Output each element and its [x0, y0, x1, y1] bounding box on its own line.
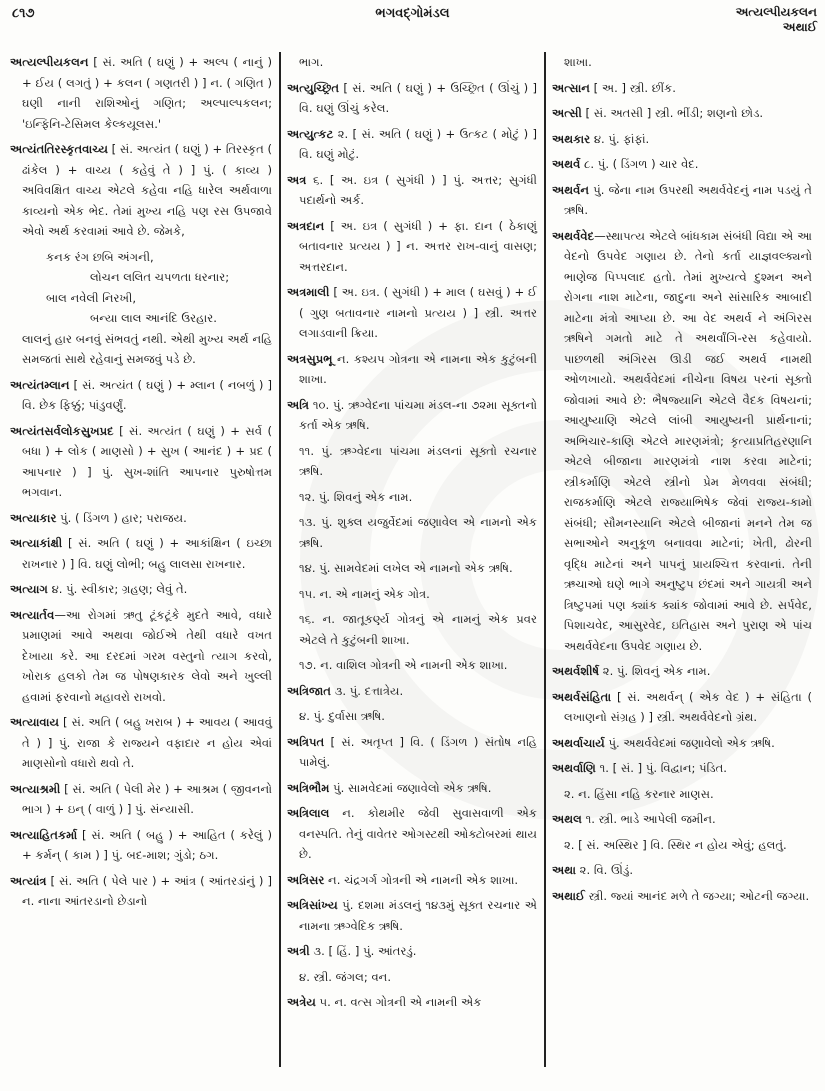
verse-block	[10, 247, 272, 329]
definition: ન. કશ્યપ ગોત્રના એ નામના એક કુટુંબની શાખા.	[299, 351, 537, 386]
dictionary-entry	[552, 661, 812, 682]
definition: ન. ચંદ્રગર્ગ ગોત્રની એ નામની એક શાખા.	[324, 872, 519, 887]
definition: ૩. પું. દત્તાત્રેય.	[331, 683, 404, 698]
headword: અત્યલ્પીયકલન	[10, 55, 89, 69]
headword: અથર્વ	[552, 157, 581, 171]
headword: અત્રિપત	[287, 734, 325, 749]
dictionary-entry	[287, 282, 537, 344]
dictionary-entry	[287, 895, 537, 936]
headword: અત્યુચ્છ્રિત	[287, 80, 340, 95]
sub-sense: ૨. [ સં. અસ્થિર ] વિ. સ્થિર ન હોય એવું; હલતું.	[564, 837, 787, 852]
dictionary-entry	[10, 375, 272, 416]
dictionary-entry	[287, 941, 537, 962]
sub-sense: ૪. સ્ત્રી. જંગલ; વન.	[299, 969, 391, 984]
definition: ૪. પું. સ્વીકાર; ગ્રહણ; લેવું તે.	[47, 582, 188, 596]
dictionary-entry	[552, 154, 812, 175]
definition: ૨. પું. શિવનું એક નામ.	[599, 664, 711, 678]
dictionary-entry	[10, 421, 272, 503]
definition: —આ રોગમાં ઋતુ ટૂંકટૂંકે મુદતે આવે, વધારે પ્રમાણમાં આવે અથવા જોઈએ તેથી વધારે વખત દેખાયા કરે. આ દરદમાં ગરમ વસ્તુનો ત્યાગ કરવો, ખોરાક હલકો તેમ જ પોષણકારક લેવો અને ખુલ્લી હવામાં ફરવાનો મહાવરો રાખવો.	[22, 607, 272, 704]
headword: અત્રદાન	[287, 218, 325, 233]
definition: ન. કોથમીર જેવી સુવાસવાળી એક વનસ્પતિ. તેનું વાવેતર ઓગસ્ટથી ઓક્ટોબરમાં થાય છે.	[299, 806, 537, 861]
dictionary-entry	[552, 886, 812, 907]
sub-sense: ૧૫. ન. એ નામનું એક ગોત્ર.	[299, 586, 430, 601]
column-divider-1	[279, 52, 281, 1067]
dictionary-entry	[287, 681, 537, 702]
headword: અત્રિ	[287, 397, 309, 412]
definition: [ સં. અતિ ( ઘણું ) + આકાંક્ષિન ( ઇચ્છા રાખનાર ) ] વિ. ઘણું લોભી; બહુ લાલસા રાખનાર.	[22, 536, 272, 571]
definition: [ સં. અતિ ( ઘણું ) + અલ્પ ( નાનું ) + ઈય ( લગતું ) + કલન ( ગણતરી ) ] ન. ( ગણિત ) ઘણી નાની રાશિઓનું ગણિત; અલ્પાલ્પકલન; 'ઇન્ફિનિ-ટેસિમલ કેલ્કયૂલસ.'	[22, 55, 272, 131]
headword: અથા	[552, 863, 576, 877]
guide-word-first: અત્યલ્પીયકલન	[735, 5, 817, 19]
headword: અત્રિસર	[287, 872, 325, 887]
definition: ૬. [ અ. ઇત્ર ( સુગંધી ) ] પું. અત્તર; સુગંધી પદાર્થનો અર્ક.	[299, 172, 537, 207]
dictionary-entry	[287, 395, 537, 436]
dictionary-entry	[287, 803, 537, 865]
definition: [ અ. ] સ્ત્રી. છીંક.	[589, 80, 676, 95]
definition: પું. દશમા મંડલનું ૧૪૩મું સૂક્ત રચનાર એ નામના ઋગ્વેદિક ઋષિ.	[299, 898, 537, 933]
dictionary-entry	[10, 508, 272, 529]
headword: અત્સાન	[552, 80, 590, 95]
definition: પું. સામવેદમાં જણાવેલો એક ઋષિ.	[329, 780, 492, 795]
definition: [ સં. અતિ ( પેલે પાર ) + આંત્ર ( આંતરડાંનું ) ] ન. નાના આંતરડાનો છેડાનો	[22, 873, 272, 908]
sub-sense: ૧૪. પું. સામવેદમાં લખેલ એ નામનો એક ઋષિ.	[299, 561, 513, 575]
definition: [ સં. અતિ ( બહુ ) + આહિત ( કરેલું ) + કર્મન્ ( કામ ) ] પું. બદ-માશ; ગુંડો; ઠગ.	[22, 827, 272, 862]
headword: અત્રિભૌમ	[287, 780, 330, 795]
headword: અથર્વાચાર્ય	[552, 735, 605, 750]
definition: ૮. પું. ( ડિંગળ ) ચાર વેદ.	[580, 157, 699, 171]
headword: અત્યાહિતકર્મા	[10, 827, 78, 842]
definition: ૫. ન. વત્સ ગોત્રની એ નામની એક	[315, 995, 482, 1009]
headword: અત્યાંત્ર	[10, 873, 47, 888]
headword: અત્રી	[287, 944, 310, 958]
running-title: ભગવદ્ગોમંડલ	[375, 6, 450, 21]
headword: અત્રેય	[287, 995, 316, 1009]
definition: [ સં. અથર્વન્ ( એક વેદ ) + સંહિતા ( લખાણનો સંગ્રહ ) ] સ્ત્રી. અથર્વવેદનો ગ્રંથ.	[564, 689, 812, 724]
definition: ૨. [ સં. અતિ ( ઘણું ) + ઉત્કટ ( મોટું ) ] વિ. ઘણું મોટું.	[299, 126, 537, 161]
dictionary-entry	[287, 992, 537, 1013]
sub-sense: ૧૬. ન. જાતૂકર્ણ્ય ગોત્રનું એ નામનું એક પ્રવર એટલે તે કુટુંબની શાખા.	[299, 612, 537, 647]
sub-sense: ૧૧. પું. ઋગ્વેદના પાંચમા મંડલનાં સૂક્તો રચનાર ઋષિ.	[299, 443, 537, 478]
dictionary-entry	[10, 779, 272, 820]
column-3	[552, 52, 812, 1067]
headword: અથર્વન	[552, 182, 589, 197]
dictionary-entry	[552, 758, 812, 779]
headword: અત્યાર્તવ	[10, 607, 55, 622]
headword: અથાઈ	[552, 888, 585, 903]
definition: ૪. પું. ફાંફાં.	[590, 131, 650, 146]
dictionary-entry	[287, 870, 537, 891]
definition: [ અ. ઇત્ર. ( સુગંધી ) + માલ ( ઘસવું ) + ઈ ( ગુણ બતાવનાર નામનો પ્રત્યય ) ] સ્ત્રી. અત્તર લગાડવાની ક્રિયા.	[299, 285, 537, 340]
definition: સ્ત્રી. જ્યાં આનંદ મળે તે જગ્યા; ઓટની જગ્યા.	[584, 888, 810, 903]
headword: અત્રમાલી	[287, 285, 330, 299]
headword: અત્યાવાય	[10, 715, 59, 729]
headword: અત્યંતસર્વલોકસુખપ્રદ	[10, 423, 114, 438]
entry-continuation: ભાગ.	[299, 55, 324, 69]
column-2	[287, 52, 537, 1067]
entry-continuation: લાલનું હાર બનવું સંભવતું નથી. એથી મુખ્ય અર્થ નહિ સમજતાં સાથે રહેવાનું સમજવું પડે છે.	[22, 331, 272, 366]
headword: અથર્વાણિ	[552, 761, 596, 775]
dictionary-entry	[552, 687, 812, 728]
definition: પું. જેના નામ ઉપરથી અથર્વવેદનું નામ પડયું તે ઋષિ.	[564, 182, 812, 217]
headword: અત્યંતતિરસ્કૃતવાચ્ય	[10, 142, 108, 156]
dictionary-entry	[10, 605, 272, 708]
page-number: ૮૧૭	[12, 6, 35, 21]
column-1	[10, 52, 272, 1067]
dictionary-entry	[552, 78, 812, 99]
headword: અત્યુત્કટ	[287, 126, 334, 141]
dictionary-entry	[287, 78, 537, 119]
definition: [ સં. અતિ ( ઘણું ) + ઉચ્છ્રિત ( ઊંચું ) ] વિ. ઘણું ઊંચું કરેલ.	[299, 80, 537, 115]
definition: [ સં. અતસી ] સ્ત્રી. ભીંડી; શણનો છોડ.	[581, 106, 764, 120]
dictionary-entry	[287, 349, 537, 390]
definition: [ અ. ઇત્ર ( સુગંધી ) + ફા. દાન ( ઠેકાણું બતાવનાર પ્રત્યય ) ] ન. અત્તર રાખ-વાનું વાસણ; અત્તરદાન.	[299, 218, 537, 274]
definition: પું. અથર્વવેદમાં જણાવેલો એક ઋષિ.	[604, 735, 775, 750]
definition: [ સં. અત્યંત ( ઘણું ) + મ્લાન ( નબળું ) ] વિ. છેક ફિક્કું; પાંડુવર્ણું.	[22, 377, 272, 412]
guide-word-last: અથાઈ	[782, 20, 817, 34]
verse-line: લોચન લલિત ચપળતા ધરનાર;	[90, 270, 230, 284]
headword: અત્યાગ	[10, 582, 48, 596]
dictionary-entry	[287, 216, 537, 278]
definition: ૧. [ સં. ] પું. વિદ્વાન; પંડિત.	[595, 761, 727, 775]
definition: ૧. સ્ત્રી. ભાડે આપેલી જમીન.	[581, 812, 716, 826]
dictionary-entry	[10, 825, 272, 866]
dictionary-entry	[552, 226, 812, 657]
page-header	[0, 0, 825, 50]
headword: અત્સી	[552, 106, 582, 120]
headword: અત્ર	[287, 172, 307, 187]
dictionary-entry	[10, 712, 272, 774]
dictionary-entry	[287, 732, 537, 773]
headword: અત્રિલાલ	[287, 806, 330, 820]
headword: અત્રિસાંખ્ય	[287, 898, 338, 912]
headword: અથર્વસંહિતા	[552, 689, 612, 704]
dictionary-entry	[10, 139, 272, 242]
definition: ૨. વિ. ઊંડું.	[575, 863, 634, 877]
headword: અત્યાકાર	[10, 510, 57, 525]
dictionary-entry	[552, 733, 812, 754]
definition: [ સં. અતિ ( પેલી મેર ) + આશ્રમ ( જીવનનો ભાગ ) + ઇન્ ( વાળું ) ] પું. સંન્યાસી.	[22, 781, 272, 816]
dictionary-entry	[287, 170, 537, 211]
entry-continuation: શાખા.	[564, 55, 592, 69]
definition: પું. ( ડિંગળ ) હાર; પરાજય.	[56, 510, 187, 525]
headword: અત્રિજાત	[287, 683, 331, 698]
headword: અથર્વવેદ	[552, 228, 595, 243]
definition: [ સં. અતિ ( બહુ ખરાબ ) + આવય ( આવવું તે ) ] પું. રાજા કે રાજ્યને વફાદાર ન હોય એવાં માણસોનો વધારો થવો તે.	[22, 715, 272, 770]
definition: —સ્થાપત્ય એટલે બાંધકામ સંબંધી વિદ્યા એ આ વેદનો ઉપવેદ ગણાય છે. તેનો કર્તા યાજ્ઞવલ્ક્યનો ભાણેજ પિપ્પલાદ હતો. તેમાં મુખ્યત્વે દુશ્મન અને રોગના નાશ માટેના, જાદુના અને સાંસારિક આબાદી માટેના મંત્રો આપ્યા છે. આ વેદ અથર્વ ને અંગિરસ ઋષિને ગમતો માટે તે અથર્વાંગિ-રસ કહેવાયો. પાછળથી અંગિરસ ઊડી જઈ અથર્વ નામથી ઓળખાયો. અથર્વવેદમાં નીચેના વિષય પરનાં સૂક્તો જોવામાં આવે છે: ભૈષજ્યાનિ એટલે વૈદક વિષયનાં; આયુષ્યાણિ એટલે લાંબી આયુષ્યની પ્રાર્થનાનાં; અભિચાર-કાણિ એટલે મારણમંત્રો; કૃત્યાપ્રતિહરણાનિ એટલે બીજાના મારણમંત્રો નાશ કરવા માટેનાં; સ્ત્રીકર્માણિ એટલે સ્ત્રીનો પ્રેમ મેળવવા સંબંધી; રાજકર્માણિ એટલે રાજ્યાભિષેક જેવાં રાજ્ય-કામો સંબંધી; સૌમનસ્યાનિ એટલે બીજાનાં મનને તેમ જ સભાઓને અનુકૂળ બનાવવા માટેનાં; ખેતી, ઢોરની વૃદ્ધિ માટેનાં અને પાપનું પ્રાયશ્ચિત્ત કરવાનાં. તેની ઋચાઓ ઘણે ભાગે અનુષ્ટુપ છંદમાં અને ગાયત્રી અને ત્રિષ્ટુપમાં પણ ક્યાંક ક્યાંક જોવામાં આવે છે. સર્પવેદ, પિશાચવેદ, આસુરવેદ, ઇતિહાસ અને પુરાણ એ પાંચ અથર્વવેદના ઉપવેદ ગણાય છે.	[564, 228, 812, 653]
dictionary-entry	[10, 579, 272, 600]
verse-line: કનક રંગ છબિ અંગની,	[46, 249, 154, 264]
sub-sense: ૪. પું. દુર્વાસા ઋષિ.	[299, 709, 385, 723]
verse-line: બાલ નવેલી નિરખી,	[46, 290, 137, 305]
headword: અથકાર	[552, 131, 591, 146]
dictionary-entry	[10, 871, 272, 912]
sub-sense: ૧૨. પું. શિવનું એક નામ.	[299, 489, 413, 504]
dictionary-entry	[552, 860, 812, 881]
guide-words	[736, 5, 817, 35]
definition: ૩. [ હિં. ] પું. આંતરડું.	[309, 944, 417, 958]
dictionary-entry	[552, 103, 812, 124]
dictionary-entry	[287, 778, 537, 799]
definition: ૧૦. પું. ઋગ્વેદના પાંચમા મંડલ-ના ૭૨મા સૂક્તનો કર્તા એક ઋષિ.	[299, 397, 537, 432]
headword: અત્યાશ્રમી	[10, 781, 61, 796]
dictionary-entry	[10, 533, 272, 574]
sub-sense: ૧૭. ન. વાશિલ ગોત્રની એ નામની એક શાખા.	[299, 658, 508, 672]
dictionary-entry	[552, 129, 812, 150]
definition: [ સં. અત્યંત ( ઘણું ) + તિરસ્કૃત ( ઢાંકેલ ) + વાચ્ય ( કહેવું તે ) ] પું. ( કાવ્ય ) અવિવક્ષિત વાચ્ય એટલે કહેવા નહિ ધારેલ અર્થવાળા કાવ્યનો એક ભેદ. તેમાં મુખ્ય નહિ પણ રસ ઉપજાવે એવો અર્થ કરવામાં આવે છે. જેમકે,	[22, 142, 272, 238]
headword: અત્યાકાંક્ષી	[10, 536, 63, 550]
headword: અથર્વશીર્ષ	[552, 664, 600, 678]
definition: [ સં. અત્યંત ( ઘણું ) + સર્વ ( બધા ) + લોક ( માણસો ) + સુખ ( આનંદ ) + પ્રદ ( આપનાર ) ] પું. સુખ-શાંતિ આપનાર પુરુષોત્તમ ભગવાન.	[22, 423, 272, 499]
headword: અત્રસુપ્રભૂ	[287, 351, 333, 366]
sub-sense: ૧૩. પું. શુક્લ યજુર્વેદમાં જણાવેલ એ નામનો એક ઋષિ.	[299, 515, 537, 550]
sub-sense: ૨. ન. હિંસા નહિ કરનાર માણસ.	[564, 786, 714, 801]
dictionary-entry	[552, 809, 812, 830]
headword: અથલ	[552, 812, 582, 826]
dictionary-entry	[10, 52, 272, 134]
verse-line: બન્યા લાલ આનંદિ ઉરહાર.	[90, 311, 217, 325]
dictionary-entry	[552, 180, 812, 221]
dictionary-entry	[287, 124, 537, 165]
definition: [ સં. અતૃપ્ત ] વિ. ( ડિંગળ ) સંતોષ નહિ પામેલું.	[299, 734, 537, 769]
column-divider-2	[544, 52, 546, 1067]
headword: અત્યંતમ્લાન	[10, 377, 70, 392]
